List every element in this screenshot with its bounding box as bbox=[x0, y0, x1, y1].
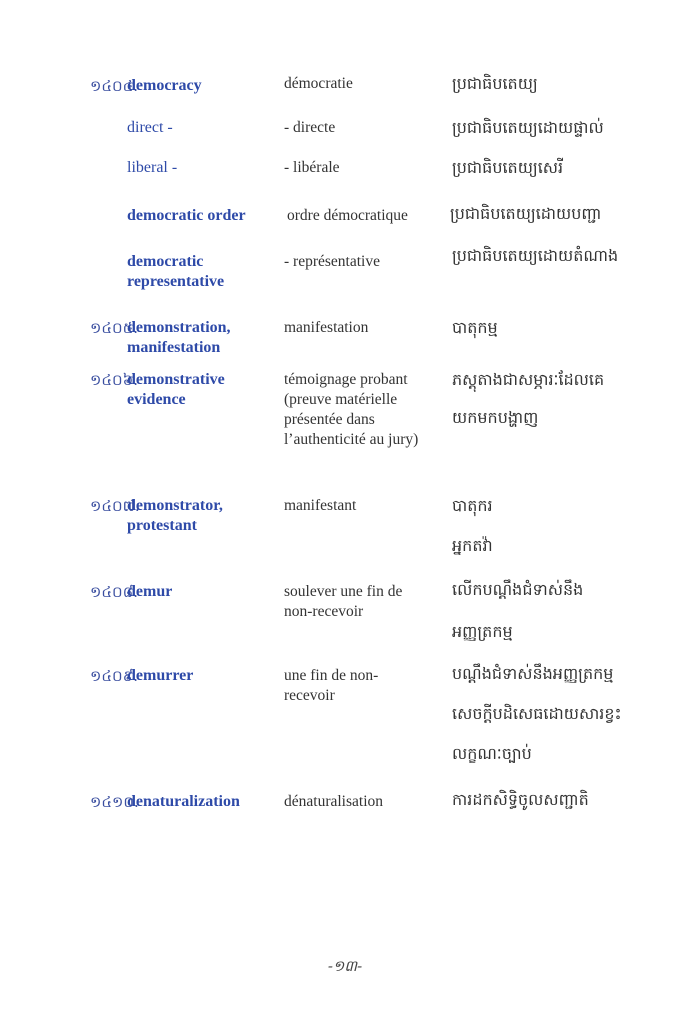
khmer-term-line-2: យកមកបង្ហាញ bbox=[452, 408, 539, 427]
french-term: dénaturalisation bbox=[284, 793, 383, 810]
english-term: demonstrative evidence bbox=[127, 371, 225, 408]
english-term: denaturalization bbox=[127, 793, 240, 810]
french-term: - directe bbox=[284, 119, 336, 136]
english-term: democratic order bbox=[127, 207, 246, 224]
khmer-term-line-2: អ្នកតវ៉ា bbox=[452, 536, 493, 555]
french-term: une fin de non-recevoir bbox=[284, 667, 379, 704]
entry-number: ១៤០៧. bbox=[90, 497, 140, 515]
entry-number: ១៤០៥. bbox=[90, 319, 138, 337]
french-term: soulever une fin de non-recevoir bbox=[284, 583, 403, 620]
english-term: democratic representative bbox=[127, 253, 225, 290]
english-term: demur bbox=[127, 583, 173, 600]
khmer-term: ប្រជាធិបតេយ្យ bbox=[452, 74, 538, 93]
french-term: démocratie bbox=[284, 75, 353, 92]
english-term: liberal - bbox=[127, 159, 178, 176]
khmer-term-line-3: លក្ខណៈច្បាប់ bbox=[452, 744, 532, 763]
english-term: demonstration, manifestation bbox=[127, 319, 231, 356]
french-term: manifestation bbox=[284, 319, 369, 336]
khmer-term: បាតុកម្ម bbox=[452, 318, 498, 337]
french-term: - représentative bbox=[284, 253, 380, 270]
entry-number: ១៤០៨. bbox=[90, 583, 138, 601]
page-number: -១៣- bbox=[327, 957, 363, 975]
entry-number: ១៤០៦. bbox=[90, 371, 138, 389]
french-term: manifestant bbox=[284, 497, 357, 514]
english-term: direct - bbox=[127, 119, 173, 136]
khmer-term: ប្រជាធិបតេយ្យដោយបញ្ជា bbox=[450, 204, 602, 223]
khmer-term: បាតុករ bbox=[452, 496, 493, 515]
khmer-term: បណ្ដឹងជំទាស់នឹងអញ្ញត្រកម្ម bbox=[452, 664, 614, 683]
khmer-term: ប្រជាធិបតេយ្យសេរី bbox=[452, 158, 564, 177]
khmer-term: ភស្តុតាងជាសម្ភារៈដែលគេ bbox=[452, 370, 605, 389]
english-term: democracy bbox=[127, 77, 202, 94]
entry-number: ១៤០៤. bbox=[90, 77, 138, 95]
khmer-term-line-2: សេចក្ដីបដិសេធដោយសារខ្វះ bbox=[452, 704, 622, 723]
khmer-term: ការដកសិទ្ធិចូលសញ្ជាតិ bbox=[452, 790, 589, 809]
khmer-term: ប្រជាធិបតេយ្យដោយផ្ទាល់ bbox=[452, 118, 604, 137]
english-term: demurrer bbox=[127, 667, 194, 684]
khmer-term-line-2: អញ្ញត្រកម្ម bbox=[452, 622, 513, 641]
entry-number: ១៤០៩. bbox=[90, 667, 138, 685]
french-term: témoignage probant (preuve matérielle présentée dans l’authenticité au jury) bbox=[284, 371, 419, 448]
entry-number: ១៤១០. bbox=[90, 793, 139, 811]
english-term: demonstrator, protestant bbox=[127, 497, 223, 534]
khmer-term: លើកបណ្ដឹងជំទាស់នឹង bbox=[452, 580, 584, 599]
french-term: - libérale bbox=[284, 159, 340, 176]
french-term: ordre démocratique bbox=[287, 207, 408, 224]
khmer-term: ប្រជាធិបតេយ្យដោយតំណាង bbox=[452, 246, 619, 265]
